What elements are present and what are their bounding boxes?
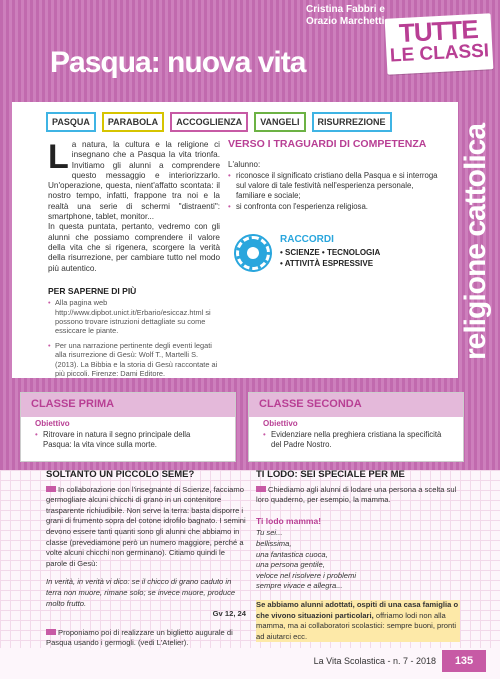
left-activity-title: SOLTANTO UN PICCOLO SEME?	[46, 469, 195, 480]
intro-paragraph-1	[48, 140, 220, 222]
saperne-bullet-1: • Alla pagina web http://www.dipbot.unict.it/Erbario/esiccaz.html si possono trovare istruzioni dettagliate su come essiccare le piante.	[48, 298, 220, 336]
intro-p1-text: a natura, la cultura e la religione ci insegnano che a Pasqua la vita trionfa. Invitiamo gli alunni a comprendere questo messaggio e interiorizzarlo. Un'operazione, questa, nient'affatto scontata: il nostro tempo, infatti, frappone tra noi e la realtà una serie di schermi "distraenti": smartphone, tablet, monitor...	[48, 140, 220, 222]
classe-prima-box	[20, 392, 236, 462]
praise-poem	[256, 528, 460, 592]
section-vertical-label	[456, 123, 496, 361]
praise-subtitle: Ti lodo mamma!	[256, 515, 322, 526]
classe-seconda-obj-label: Obiettivo	[263, 419, 298, 428]
traguardi-intro: L'alunno:	[228, 160, 261, 169]
gospel-reference: Gv 12, 24	[212, 609, 246, 619]
raccordi-title: RACCORDI	[280, 234, 334, 245]
poem-line: bellissima,	[256, 538, 292, 548]
poem-line: una persona gentile,	[256, 560, 325, 570]
classe-prima-obj-text: • Ritrovare in natura il segno principale della Pasqua: la vita vince sulla morte.	[21, 428, 235, 450]
square-marker-icon	[46, 629, 56, 635]
authors-line-1: Cristina Fabbri e	[306, 4, 385, 15]
square-marker-icon	[46, 486, 56, 492]
intro-column	[48, 140, 220, 383]
raccordi-line-2: • ATTIVITÀ ESPRESSIVE	[280, 259, 374, 268]
right-activity-title: TI LODO: SEI SPECIALE PER ME	[256, 469, 405, 480]
left-activity-p2	[46, 628, 246, 649]
raccordi-line-1: • SCIENZE • TECNOLOGIA	[280, 248, 381, 257]
poem-line: veloce nel risolvere i problemi	[256, 570, 357, 580]
tag-pasqua: PASQUA	[46, 112, 96, 132]
dropcap: L	[48, 138, 69, 176]
classe-prima-title: CLASSE PRIMA	[21, 393, 235, 417]
authors-line-2: Orazio Marchetti	[306, 16, 385, 27]
right-activity	[256, 470, 460, 642]
traguardi-bullet-1: • riconosce il significato cristiano della Pasqua e si interroga sul valore di tale festività nell'esperienza personale, familiare e sociale;	[228, 171, 442, 201]
traguardi-bullet-2: • si confronta con l'esperienza religiosa.	[228, 202, 442, 212]
right-activity-p1	[256, 485, 460, 506]
tag-accoglienza: ACCOGLIENZA	[170, 112, 248, 132]
saperne-bullet-2: • Per una narrazione pertinente degli eventi legati alla risurrezione di Gesù: Wolf T., Martelli S. (2013). La Bibbia e la storia di Gesù raccontate ai più piccoli. Firenze: Dami Editore.	[48, 341, 220, 379]
saperne-heading: PER SAPERNE DI PIÙ	[48, 285, 137, 296]
badge-line-2: LE CLASSI	[389, 40, 490, 67]
left-activity-p1-text: In collaborazione con l'insegnante di Scienze, facciamo germogliare alcuni chicchi di grano in un contenitore trasparente richiudibile. Non serve la terra: basta disporre i grani di frumento sopra del cotone idrofilo bagnato. I semini devono essere tanti quanti sono gli alunni che abbiamo in classe (prevediamone però un numero maggiore, perché a volte alcuni chicchi non germinano). Citiamo quindi le parole di Gesù:	[46, 484, 246, 568]
adoption-note-rest: offriamo lodi non alla mamma, ma ai collaboratori scolastici: sempre buoni, pronti ad aiutarci ecc.	[256, 610, 457, 641]
authors	[306, 4, 386, 28]
poem-line: sempre vivace e allegra...	[256, 581, 343, 591]
left-activity	[46, 470, 246, 649]
intro-paragraph-2: In questa puntata, pertanto, vedremo con gli alunni che possiamo comprendere il valore della vita che si rigenera, scorgere la verità della risurrezione, per cambiare tutto nel modo più autentico.	[48, 222, 220, 273]
tag-vangeli: VANGELI	[254, 112, 305, 132]
classe-seconda-obj-text: • Evidenziare nella preghiera cristiana la specificità del Padre Nostro.	[249, 428, 463, 450]
magazine-issue: La Vita Scolastica - n. 7 - 2018	[313, 656, 436, 666]
traguardi-heading: VERSO I TRAGUARDI DI COMPETENZA	[228, 138, 427, 150]
badge-line-1: TUTTE	[398, 13, 479, 49]
classe-prima-obj-label: Obiettivo	[35, 419, 70, 428]
competenze-column	[228, 138, 442, 213]
page-footer	[0, 648, 500, 679]
classe-seconda-title: CLASSE SECONDA	[249, 393, 463, 417]
page-number: 135	[442, 650, 486, 672]
classe-seconda-box	[248, 392, 464, 462]
left-activity-p2-text: Proponiamo poi di realizzare un biglietto augurale di Pasqua usando i germogli. (vedi L'Atelier).	[46, 627, 233, 648]
all-classes-badge	[385, 13, 494, 74]
keyword-tags	[46, 112, 392, 132]
raccordi-box	[236, 232, 416, 276]
left-activity-p1	[46, 485, 246, 570]
adoption-note	[256, 600, 460, 642]
poem-line: una fantastica cuoca,	[256, 549, 328, 559]
gear-icon	[236, 236, 270, 270]
section-label-text: religione cattolica	[459, 123, 493, 361]
tag-risurrezione: RISURREZIONE	[312, 112, 392, 132]
poem-line: Tu sei...	[256, 528, 283, 538]
tag-parabola: PARABOLA	[102, 112, 164, 132]
adoption-note-bold: Se abbiamo alunni adottati, ospiti di una casa famiglia o che vivono situazioni particolari,	[256, 599, 459, 620]
gospel-quote: In verità, in verità vi dico: se il chicco di grano caduto in terra non muore, rimane solo; se invece muore, produce molto frutto.	[46, 577, 236, 608]
square-marker-icon	[256, 486, 266, 492]
page-title: Pasqua: nuova vita	[50, 46, 306, 79]
right-activity-p1-text: Chiediamo agli alunni di lodare una persona a scelta sul loro quaderno, per esempio, la mamma.	[256, 484, 457, 505]
